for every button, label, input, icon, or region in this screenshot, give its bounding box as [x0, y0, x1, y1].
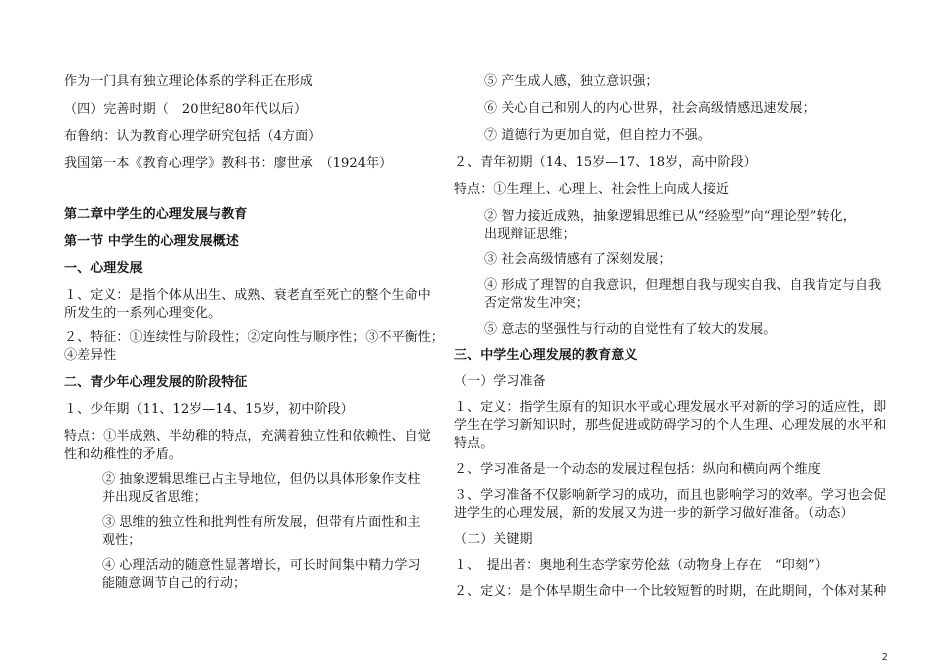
- text-line: ④ 心理活动的随意性显著增长，可长时间集中精力学习: [102, 558, 421, 573]
- text-line: ⑤ 产生成人感，独立意识强；: [484, 74, 659, 89]
- text-line: １、定义：是指个体从出生、成熟、衰老直至死亡的整个生命中: [64, 288, 431, 303]
- text-line: ② 智力接近成熟，抽象逻辑思维已从“经验型”向“理论型”转化，: [484, 209, 856, 224]
- text-line: （二）关键期: [454, 532, 533, 547]
- text-line: 布鲁纳：认为教育心理学研究包括（4方面）: [64, 129, 322, 144]
- text-line: １、定义：指学生原有的知识水平或心理发展水平对新的学习的适应性，即: [454, 400, 887, 415]
- text-line: 并出现反省思维；: [102, 490, 207, 505]
- text-line: 特点。: [454, 436, 494, 451]
- text-line: ２、学习准备是一个动态的发展过程包括：纵向和横向两个维度: [454, 462, 821, 477]
- text-line: ３、学习准备不仅影响新学习的成功，而且也影响学习的效率。学习也会促: [454, 488, 887, 503]
- text-line: ② 抽象逻辑思维已占主导地位，但仍以具体形象作支柱: [102, 472, 421, 487]
- text-line: ⑦ 道德行为更加自觉，但自控力不强。: [484, 128, 711, 143]
- text-line: １、 提出者：奥地利生态学家劳伦兹（动物身上存在 “印刻”）: [454, 558, 828, 573]
- text-line: （四）完善时期（ 20世纪80年代以后）: [64, 102, 308, 117]
- text-line: 进学生的心理发展，新的发展又为进一步的新学习做好准备。（动态）: [454, 506, 854, 521]
- text-line: 出现辩证思维；: [484, 227, 576, 242]
- section-heading: 第一节 中学生的心理发展概述: [64, 234, 239, 249]
- text-line: ④ 形成了理智的自我意识，但理想自我与现实自我、自我肯定与自我: [484, 278, 882, 293]
- text-line: 特点：①生理上、心理上、社会性上向成人接近: [454, 182, 730, 197]
- text-line: ④差异性: [64, 348, 117, 363]
- text-line: ２、特征：①连续性与阶段性；②定向性与顺序性；③不平衡性；: [64, 330, 444, 345]
- text-line: ⑤ 意志的坚强性与行动的自觉性有了较大的发展。: [484, 322, 777, 337]
- page-number: 2: [881, 652, 888, 663]
- text-line: （一）学习准备: [454, 374, 546, 389]
- text-line: 观性；: [102, 533, 142, 548]
- text-line: 能随意调节自己的行动；: [102, 576, 247, 591]
- text-line: 学生在学习新知识时，那些促进或防碍学习的个人生理、心理发展的水平和: [454, 418, 887, 433]
- chapter-heading: 第二章中学生的心理发展与教育: [64, 207, 248, 222]
- text-line: 特点：①半成熟、半幼稚的特点，充满着独立性和依赖性、自觉: [64, 429, 431, 444]
- text-line: １、少年期（11、12岁—14、15岁，初中阶段）: [64, 402, 354, 417]
- text-line: 我国第一本《教育心理学》教科书：廖世承 （1924年）: [64, 156, 393, 171]
- text-line: 性和幼稚性的矛盾。: [64, 447, 182, 462]
- subsection-heading: 二、青少年心理发展的阶段特征: [64, 375, 248, 390]
- subsection-heading: 一、心理发展: [64, 261, 143, 276]
- text-line: 否定常发生冲突；: [484, 296, 589, 311]
- text-line: ２、青年初期（14、15岁—17、18岁，高中阶段）: [454, 155, 757, 170]
- subsection-heading: 三、中学生心理发展的教育意义: [454, 348, 638, 363]
- text-line: ⑥ 关心自己和别人的内心世界，社会高级情感迅速发展；: [484, 101, 816, 116]
- text-line: ③ 社会高级情感有了深刻发展；: [484, 252, 672, 267]
- text-line: 作为一门具有独立理论体系的学科正在形成: [64, 74, 313, 89]
- text-line: ２、定义：是个体早期生命中一个比较短暂的时期，在此期间，个体对某种: [454, 584, 887, 599]
- text-line: ③ 思维的独立性和批判性有所发展，但带有片面性和主: [102, 515, 421, 530]
- text-line: 所发生的一系列心理变化。: [64, 306, 222, 321]
